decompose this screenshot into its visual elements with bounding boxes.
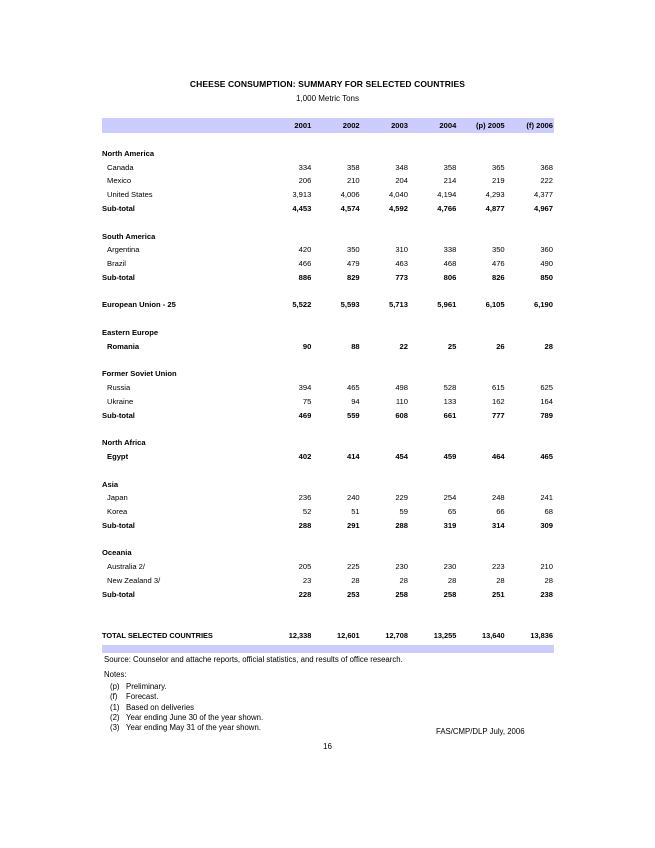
row-label: Japan (107, 493, 128, 503)
table-header-row (102, 118, 554, 133)
value-cell: 25 (447, 341, 457, 351)
value-cell: 230 (395, 562, 408, 572)
value-cell: 4,194 (437, 190, 457, 200)
value-cell: 829 (346, 272, 360, 282)
row-label: Asia (102, 479, 119, 489)
value-cell (506, 436, 554, 450)
row-label: TOTAL SELECTED COUNTRIES (102, 631, 213, 641)
value-cell: 230 (443, 562, 457, 572)
header-gap-row (102, 133, 554, 147)
region-header-row (102, 546, 554, 560)
value-cell: 608 (395, 410, 408, 420)
value-cell: 59 (399, 507, 408, 517)
value-cell: 258 (443, 589, 457, 599)
value-cell: 358 (346, 162, 360, 172)
value-cell: 288 (298, 520, 312, 530)
row-label: Australia 2/ (107, 562, 145, 572)
value-cell: 4,766 (437, 203, 457, 213)
value-cell: 625 (540, 383, 553, 393)
value-cell: 110 (395, 396, 408, 406)
value-cell (506, 367, 554, 381)
subtotal-row (102, 519, 554, 533)
spacer-row (102, 464, 554, 478)
value-cell: 253 (346, 589, 360, 599)
value-cell: 13,255 (433, 631, 457, 641)
value-cell: 661 (443, 410, 457, 420)
value-cell: 465 (540, 451, 553, 461)
spacer-row (102, 312, 554, 326)
value-cell: 223 (491, 562, 505, 572)
value-cell (361, 326, 409, 340)
value-cell: 559 (346, 410, 360, 420)
row-label: New Zealand 3/ (107, 575, 161, 585)
value-cell: 12,601 (337, 631, 360, 641)
value-cell: 4,967 (533, 203, 553, 213)
value-cell: 238 (540, 589, 553, 599)
value-cell: 468 (443, 258, 457, 268)
value-cell: 28 (447, 575, 457, 585)
total-row (102, 629, 554, 643)
value-cell: 310 (395, 245, 408, 255)
row-label: Canada (107, 162, 134, 172)
value-cell (506, 326, 554, 340)
value-cell: 365 (491, 162, 505, 172)
row-label: Sub-total (102, 520, 135, 530)
value-cell: 463 (395, 258, 408, 268)
column-header: (f) 2006 (526, 121, 553, 130)
value-cell: 3,913 (292, 190, 312, 200)
value-cell: 219 (491, 176, 505, 186)
value-cell: 4,293 (485, 190, 505, 200)
value-cell: 28 (544, 575, 553, 585)
value-cell: 75 (302, 396, 312, 406)
value-cell (264, 436, 312, 450)
source-note: Source: Counselor and attache reports, official statistics, and results of office research. (104, 655, 403, 664)
value-cell: 222 (540, 176, 553, 186)
spacer-row (102, 601, 554, 629)
value-cell: 22 (399, 341, 408, 351)
value-cell (409, 230, 457, 244)
value-cell (264, 546, 312, 560)
value-cell: 12,708 (385, 631, 408, 641)
row-label: Korea (107, 507, 128, 517)
value-cell: 459 (443, 451, 457, 461)
value-cell: 241 (540, 493, 553, 503)
value-cell (312, 230, 360, 244)
region-header-row (102, 230, 554, 244)
note-item: (2) Year ending June 30 of the year shown. (110, 712, 264, 722)
value-cell (506, 230, 554, 244)
value-cell: 4,006 (340, 190, 360, 200)
value-cell (409, 546, 457, 560)
value-cell (361, 147, 409, 161)
value-cell (264, 230, 312, 244)
value-cell: 4,574 (340, 203, 360, 213)
value-cell (409, 326, 457, 340)
value-cell (312, 147, 360, 161)
value-cell: 5,522 (292, 300, 312, 310)
value-cell (312, 436, 360, 450)
row-label: Eastern Europe (102, 328, 159, 338)
value-cell: 466 (298, 258, 312, 268)
value-cell (457, 326, 505, 340)
region-header-row (102, 436, 554, 450)
value-cell: 28 (351, 575, 360, 585)
value-cell: 205 (298, 562, 312, 572)
value-cell: 350 (346, 245, 360, 255)
value-cell: 90 (302, 341, 312, 351)
value-cell (457, 367, 505, 381)
value-cell: 23 (302, 575, 312, 585)
column-header: 2001 (294, 121, 312, 130)
value-cell: 240 (346, 493, 360, 503)
subtotal-row (102, 588, 554, 602)
value-cell: 251 (491, 589, 505, 599)
row-label: United States (107, 190, 153, 200)
value-cell (409, 367, 457, 381)
value-cell: 51 (351, 507, 360, 517)
value-cell (361, 546, 409, 560)
value-cell (457, 147, 505, 161)
value-cell: 368 (540, 162, 553, 172)
value-cell: 777 (491, 410, 505, 420)
value-cell (361, 230, 409, 244)
value-cell (506, 147, 554, 161)
table-row (102, 257, 554, 271)
value-cell (312, 367, 360, 381)
row-label: Sub-total (102, 272, 135, 282)
row-label: Brazil (107, 258, 126, 268)
table-row (102, 381, 554, 395)
value-cell (506, 546, 554, 560)
spacer-row (102, 284, 554, 298)
value-cell (312, 326, 360, 340)
value-cell: 886 (298, 272, 312, 282)
page-number: 16 (323, 742, 332, 751)
region-header-row (102, 326, 554, 340)
value-cell: 476 (491, 258, 505, 268)
value-cell: 4,377 (533, 190, 553, 200)
value-cell: 309 (540, 520, 553, 530)
value-cell: 5,961 (437, 300, 457, 310)
table-row (102, 560, 554, 574)
table-row (102, 340, 554, 354)
value-cell: 314 (491, 520, 505, 530)
notes-list (110, 682, 263, 733)
value-cell (264, 367, 312, 381)
value-cell (264, 326, 312, 340)
subtotal-row (102, 271, 554, 285)
value-cell: 465 (346, 383, 360, 393)
value-cell: 12,338 (288, 631, 312, 641)
value-cell: 5,593 (340, 300, 360, 310)
value-cell: 68 (544, 507, 553, 517)
value-cell: 360 (540, 245, 553, 255)
column-header: 2002 (342, 121, 360, 130)
value-cell: 338 (443, 245, 457, 255)
table-row (102, 505, 554, 519)
value-cell: 26 (496, 341, 505, 351)
row-label: Former Soviet Union (102, 369, 177, 379)
cheese-consumption-table (102, 118, 554, 643)
value-cell (506, 478, 554, 492)
value-cell: 490 (540, 258, 553, 268)
value-cell: 248 (491, 493, 505, 503)
value-cell: 210 (540, 562, 553, 572)
value-cell: 6,190 (533, 300, 553, 310)
value-cell (457, 230, 505, 244)
value-cell: 164 (540, 396, 553, 406)
value-cell: 464 (491, 451, 505, 461)
column-header: (p) 2005 (475, 121, 505, 130)
value-cell: 28 (544, 341, 553, 351)
value-cell: 94 (351, 396, 360, 406)
page-title: CHEESE CONSUMPTION: SUMMARY FOR SELECTED COUNTRIES (189, 79, 466, 89)
value-cell (457, 436, 505, 450)
note-item: (3) Year ending May 31 of the year shown. (110, 723, 261, 733)
value-cell: 288 (395, 520, 408, 530)
value-cell (409, 436, 457, 450)
value-cell: 228 (298, 589, 312, 599)
value-cell: 479 (346, 258, 360, 268)
value-cell: 28 (399, 575, 408, 585)
value-cell: 348 (395, 162, 408, 172)
value-cell: 850 (540, 272, 553, 282)
subtotal-row (102, 409, 554, 423)
value-cell (361, 478, 409, 492)
value-cell: 498 (395, 383, 408, 393)
row-label: Sub-total (102, 203, 135, 213)
value-cell: 162 (491, 396, 505, 406)
value-cell (409, 478, 457, 492)
region-header-row (102, 147, 554, 161)
value-cell: 414 (346, 451, 360, 461)
table-row (102, 243, 554, 257)
row-label: Egypt (107, 451, 129, 461)
value-cell: 358 (443, 162, 457, 172)
table-body (102, 147, 554, 643)
table-bottom-band (102, 645, 554, 653)
table-row (102, 574, 554, 588)
value-cell (264, 147, 312, 161)
value-cell: 773 (395, 272, 408, 282)
row-label: Sub-total (102, 589, 135, 599)
value-cell: 469 (298, 410, 312, 420)
value-cell: 258 (395, 589, 408, 599)
row-label: Ukraine (107, 396, 134, 406)
value-cell (457, 478, 505, 492)
value-cell (361, 367, 409, 381)
value-cell: 4,040 (388, 190, 408, 200)
row-label: Romania (107, 341, 140, 351)
value-cell: 402 (298, 451, 312, 461)
value-cell: 789 (540, 410, 553, 420)
value-cell: 254 (443, 493, 457, 503)
notes-label: Notes: (104, 670, 127, 679)
spacer-row (102, 422, 554, 436)
value-cell: 28 (496, 575, 505, 585)
value-cell: 319 (443, 520, 457, 530)
value-cell: 806 (443, 272, 457, 282)
value-cell: 4,592 (388, 203, 408, 213)
header-label-cell (102, 118, 264, 133)
value-cell: 394 (298, 383, 312, 393)
value-cell: 420 (298, 245, 312, 255)
value-cell: 88 (351, 341, 360, 351)
value-cell (312, 478, 360, 492)
spacer-row (102, 353, 554, 367)
row-label: South America (102, 231, 156, 241)
row-label: European Union - 25 (102, 300, 176, 310)
units-subtitle: 1,000 Metric Tons (296, 94, 359, 103)
value-cell: 334 (298, 162, 312, 172)
value-cell: 4,453 (292, 203, 312, 213)
region-header-row (102, 367, 554, 381)
subtotal-row (102, 202, 554, 216)
note-item: (f) Forecast. (110, 692, 159, 702)
credit-line: FAS/CMP/DLP July, 2006 (436, 727, 525, 736)
value-cell: 615 (491, 383, 505, 393)
table-row (102, 491, 554, 505)
value-cell: 229 (395, 493, 408, 503)
value-cell: 66 (496, 507, 505, 517)
value-cell: 65 (447, 507, 457, 517)
value-cell (457, 546, 505, 560)
column-header: 2003 (391, 121, 408, 130)
value-cell: 206 (298, 176, 312, 186)
row-label: North Africa (102, 438, 146, 448)
value-cell: 236 (298, 493, 312, 503)
value-cell: 13,836 (530, 631, 553, 641)
table-row (102, 174, 554, 188)
value-cell: 204 (395, 176, 408, 186)
subtotal-row (102, 298, 554, 312)
row-label: Russia (107, 383, 131, 393)
value-cell: 210 (346, 176, 360, 186)
row-label: Argentina (107, 245, 140, 255)
column-header: 2004 (439, 121, 457, 130)
spacer-row (102, 216, 554, 230)
value-cell: 528 (443, 383, 457, 393)
value-cell: 826 (491, 272, 505, 282)
region-header-row (102, 478, 554, 492)
row-label: North America (102, 149, 155, 158)
value-cell: 454 (395, 451, 408, 461)
value-cell: 214 (443, 176, 457, 186)
table-row (102, 188, 554, 202)
value-cell: 5,713 (388, 300, 408, 310)
value-cell: 4,877 (485, 203, 505, 213)
note-item: (1) Based on deliveries (110, 702, 195, 712)
value-cell (312, 546, 360, 560)
table-row (102, 450, 554, 464)
row-label: Mexico (107, 176, 132, 186)
table-row (102, 161, 554, 175)
value-cell: 13,640 (482, 631, 505, 641)
note-item: (p) Preliminary. (110, 682, 167, 691)
value-cell: 291 (346, 520, 360, 530)
spacer-row (102, 532, 554, 546)
value-cell (361, 436, 409, 450)
value-cell: 52 (302, 507, 312, 517)
value-cell: 225 (346, 562, 360, 572)
table-row (102, 395, 554, 409)
value-cell: 6,105 (485, 300, 505, 310)
row-label: Sub-total (102, 410, 135, 420)
value-cell: 133 (443, 396, 457, 406)
value-cell (264, 478, 312, 492)
value-cell: 350 (491, 245, 505, 255)
value-cell (409, 147, 457, 161)
row-label: Oceania (102, 548, 132, 558)
